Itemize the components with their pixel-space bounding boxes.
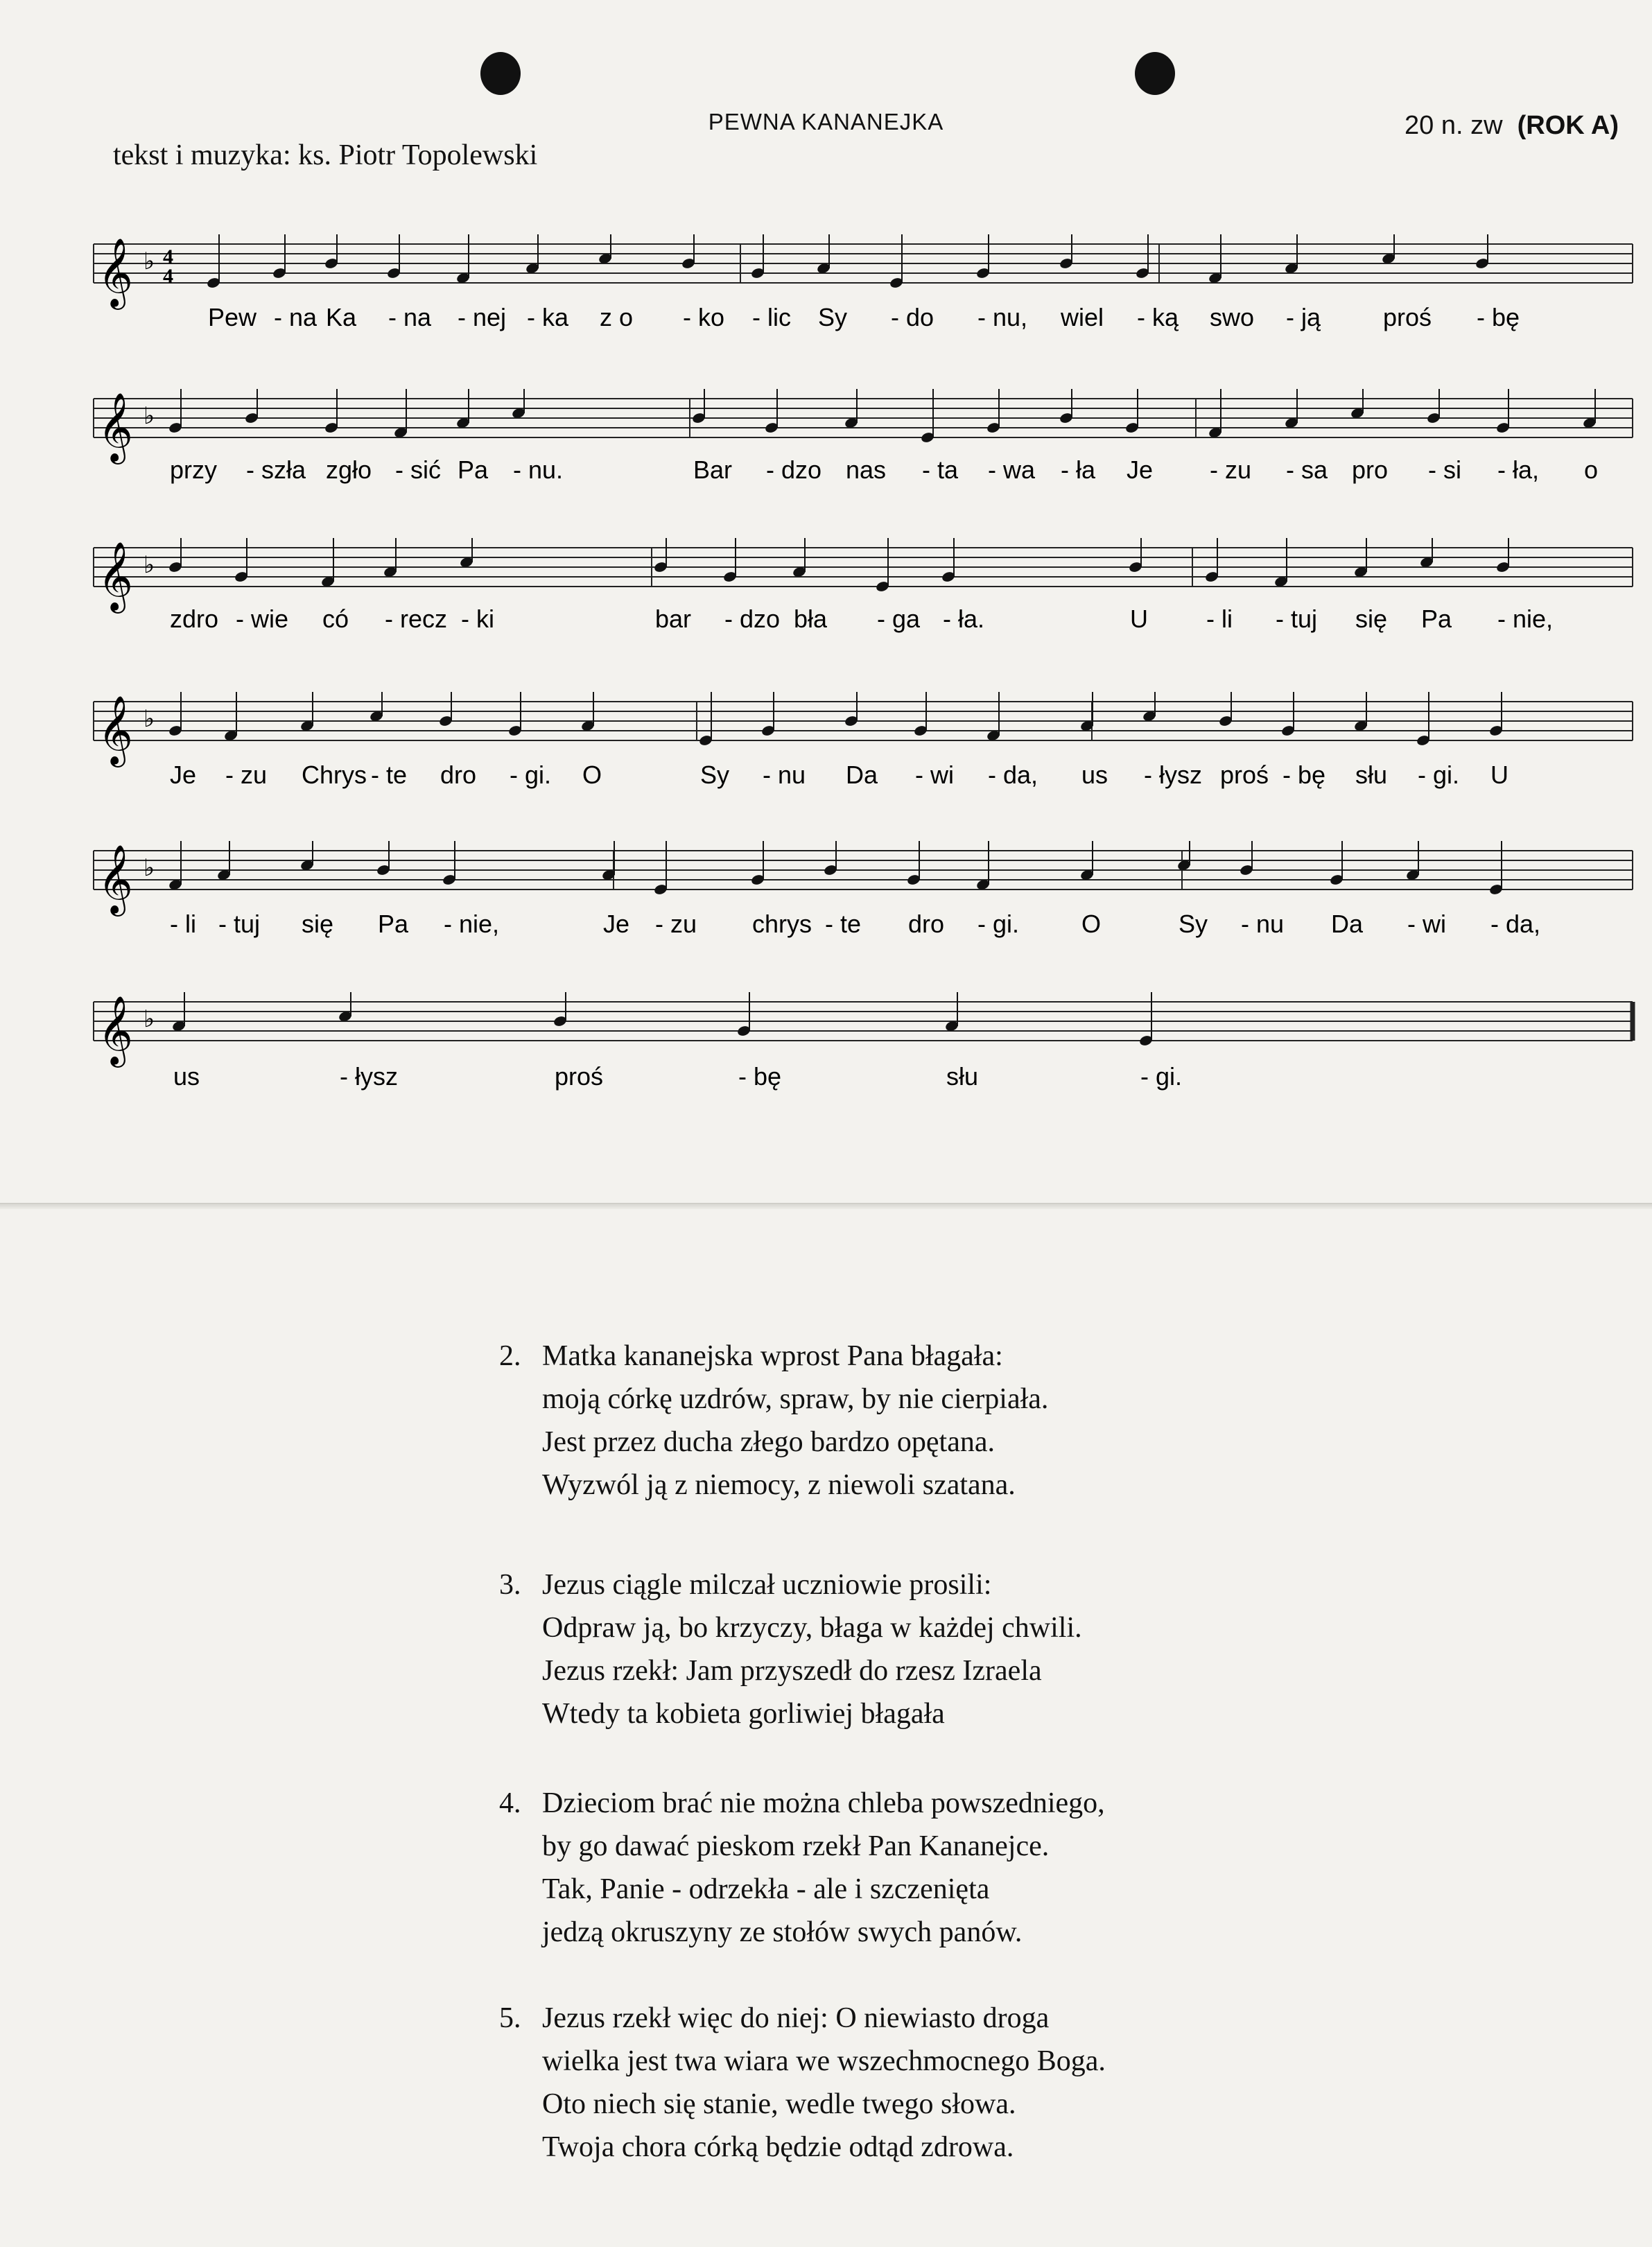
lyric-syllable: o — [1584, 456, 1599, 484]
lyric-syllable: Pa — [378, 910, 409, 938]
lyric-syllable: zgło — [326, 456, 372, 484]
time-signature-bottom: 4 — [163, 265, 173, 288]
stanza-line: Twoja chora córką będzie odtąd zdrowa. — [542, 2131, 1014, 2163]
stanza-line: Odpraw ją, bo krzyczy, błaga w każdej chwili. — [542, 1612, 1082, 1644]
stanza-line: by go dawać pieskom rzekł Pan Kananejce. — [542, 1830, 1050, 1862]
lyric-syllable: - bę — [1283, 761, 1326, 789]
lyric-syllable: - wa — [988, 456, 1036, 484]
lyric-syllable: - zu — [225, 761, 268, 789]
lyric-syllable: O — [582, 761, 602, 789]
stanza-line: Matka kananejska wprost Pana błagała: — [542, 1340, 1003, 1372]
lyric-syllable: Pew — [208, 303, 257, 331]
lyric-syllable: chrys — [752, 910, 812, 938]
treble-clef-icon: 𝄞 — [98, 996, 133, 1065]
stanza-line: jedzą okruszyny ze stołów swych panów. — [542, 1916, 1023, 1948]
lyric-syllable: - ją — [1286, 303, 1321, 331]
lyric-syllable: - do — [891, 303, 934, 331]
lyric-syllable: - sić — [395, 456, 441, 484]
lyric-syllable: - te — [371, 761, 408, 789]
lyric-syllable: Je — [170, 761, 197, 789]
lyric-syllable: dro — [908, 910, 945, 938]
lyric-syllable: - da, — [988, 761, 1038, 789]
lyric-syllable: bła — [794, 605, 828, 633]
lyric-syllable: z o — [600, 303, 634, 331]
lyric-syllable: - tuj — [218, 910, 261, 938]
lyric-syllable: - ła, — [1497, 456, 1540, 484]
lyric-syllable: Da — [846, 761, 878, 789]
lyric-syllable: - li — [170, 910, 196, 938]
lyric-syllable: - nu — [763, 761, 806, 789]
lyric-syllable: Da — [1331, 910, 1364, 938]
stanza — [499, 1782, 1105, 1954]
lyric-syllable: - nu, — [977, 303, 1028, 331]
lyric-syllable: Sy — [1179, 910, 1208, 938]
lyric-syllable: - ka — [527, 303, 569, 331]
lyric-syllable: - gi. — [977, 910, 1020, 938]
lyric-syllable: Pa — [1421, 605, 1452, 633]
lyric-syllable: - zu — [1210, 456, 1252, 484]
lyric-syllable: - te — [825, 910, 862, 938]
key-signature-flat-icon: ♭ — [144, 854, 155, 882]
key-signature-flat-icon: ♭ — [144, 1005, 155, 1033]
lyric-syllable: - na — [388, 303, 432, 331]
lyric-syllable: - nu — [1241, 910, 1285, 938]
lyric-syllable: Ka — [326, 303, 357, 331]
lyric-syllable: - szła — [246, 456, 306, 484]
lyric-syllable: przy — [170, 456, 218, 484]
stanza — [499, 1335, 1048, 1507]
stanza-line: Wyzwól ją z niemocy, z niewoli szatana. — [542, 1469, 1016, 1501]
lyric-syllable: Sy — [700, 761, 730, 789]
lyric-syllable: bar — [655, 605, 692, 633]
lyric-syllable: - li — [1206, 605, 1233, 633]
stanza-line: Dzieciom brać nie można chleba powszedniego, — [542, 1787, 1105, 1819]
lyric-syllable: - gi. — [1140, 1062, 1183, 1091]
lyric-syllable: Bar — [693, 456, 733, 484]
lyric-syllable: U — [1130, 605, 1148, 633]
liturgical-year: (ROK A) — [1517, 111, 1619, 140]
lyric-syllable: có — [322, 605, 349, 633]
lyric-syllable: wiel — [1061, 303, 1104, 331]
key-signature-flat-icon: ♭ — [144, 402, 155, 430]
lyric-syllable: - ła — [1061, 456, 1096, 484]
lyric-syllable: proś — [555, 1062, 604, 1091]
treble-clef-icon: 𝄞 — [98, 844, 133, 914]
lyric-syllable: - bę — [1477, 303, 1520, 331]
lyric-syllable: U — [1490, 761, 1508, 789]
lyric-syllable: - recz — [385, 605, 447, 633]
lyric-syllable: - na — [274, 303, 318, 331]
lyric-syllable: - ła. — [943, 605, 985, 633]
lyric-syllable: Je — [603, 910, 630, 938]
key-signature-flat-icon: ♭ — [144, 248, 155, 275]
lyric-syllable: - da, — [1490, 910, 1541, 938]
stanza-line: Jest przez ducha złego bardzo opętana. — [542, 1426, 995, 1458]
occasion-label: 20 n. zw — [1405, 111, 1503, 140]
lyric-syllable: O — [1081, 910, 1102, 938]
stanza — [499, 1997, 1106, 2169]
lyric-syllable: proś — [1383, 303, 1432, 331]
lyric-syllable: nas — [846, 456, 887, 484]
stanza-line: Jezus rzekł więc do niej: O niewiasto droga — [542, 2002, 1050, 2034]
treble-clef-icon: 𝄞 — [98, 541, 133, 611]
lyric-syllable: - ta — [922, 456, 959, 484]
lyric-syllable: - zu — [655, 910, 697, 938]
lyric-syllable: - nej — [458, 303, 507, 331]
stanza-line: Jezus ciągle milczał uczniowie prosili: — [542, 1569, 992, 1601]
time-signature-top: 4 — [163, 245, 173, 268]
key-signature-flat-icon: ♭ — [144, 551, 155, 579]
lyric-syllable: - wi — [915, 761, 954, 789]
lyric-syllable: - łysz — [340, 1062, 398, 1091]
lyric-syllable: - dzo — [724, 605, 781, 633]
stanza — [499, 1563, 1082, 1735]
lyric-syllable: się — [302, 910, 334, 938]
lyric-syllable: - bę — [738, 1062, 782, 1091]
key-signature-flat-icon: ♭ — [144, 705, 155, 733]
treble-clef-icon: 𝄞 — [98, 238, 133, 307]
lyric-syllable: słu — [1355, 761, 1388, 789]
page-fold — [0, 1203, 1652, 1209]
lyric-syllable: - ki — [461, 605, 494, 633]
stanza-line: moją córkę uzdrów, spraw, by nie cierpiała. — [542, 1383, 1049, 1415]
treble-clef-icon: 𝄞 — [98, 695, 133, 765]
lyric-syllable: - wi — [1407, 910, 1446, 938]
lyric-syllable: - nie, — [1497, 605, 1554, 633]
song-title: PEWNA KANANEJKA — [708, 109, 944, 135]
lyric-syllable: Chrys — [302, 761, 367, 789]
lyric-syllable: dro — [440, 761, 477, 789]
stanza-line: Wtedy ta kobieta gorliwiej błagała — [542, 1698, 945, 1730]
stanza-line: wielka jest twa wiara we wszechmocnego Boga. — [542, 2045, 1106, 2077]
lyric-syllable: - łysz — [1144, 761, 1202, 789]
lyric-syllable: Pa — [458, 456, 489, 484]
lyric-syllable: Sy — [818, 303, 848, 331]
stanza-number: 5. — [499, 2002, 521, 2034]
lyric-syllable: swo — [1210, 303, 1255, 331]
lyric-syllable: - ką — [1137, 303, 1179, 331]
stanza-number: 2. — [499, 1340, 521, 1372]
stanza-number: 4. — [499, 1787, 521, 1819]
lyric-syllable: - ko — [683, 303, 725, 331]
lyric-syllable: - nu. — [513, 456, 564, 484]
lyric-syllable: - tuj — [1276, 605, 1318, 633]
stanza-line: Tak, Panie - odrzekła - ale i szczenięta — [542, 1873, 990, 1905]
lyric-syllable: - sa — [1286, 456, 1328, 484]
lyric-syllable: słu — [946, 1062, 979, 1091]
stanza-line: Jezus rzekł: Jam przyszedł do rzesz Izraela — [542, 1655, 1042, 1687]
lyric-syllable: zdro — [170, 605, 219, 633]
lyric-syllable: się — [1355, 605, 1388, 633]
lyric-syllable: pro — [1352, 456, 1389, 484]
lyric-syllable: us — [173, 1062, 200, 1091]
lyric-syllable: - dzo — [766, 456, 822, 484]
lyric-syllable: - gi. — [510, 761, 552, 789]
lyric-syllable: - wie — [236, 605, 289, 633]
stanza-line: Oto niech się stanie, wedle twego słowa. — [542, 2088, 1016, 2120]
lyric-syllable: proś — [1220, 761, 1269, 789]
author-credit: tekst i muzyka: ks. Piotr Topolewski — [113, 139, 538, 171]
stanza-number: 3. — [499, 1569, 521, 1601]
lyric-syllable: - nie, — [444, 910, 500, 938]
lyric-syllable: us — [1081, 761, 1108, 789]
treble-clef-icon: 𝄞 — [98, 392, 133, 462]
lyric-syllable: Je — [1127, 456, 1154, 484]
lyric-syllable: - si — [1428, 456, 1461, 484]
lyric-syllable: - ga — [877, 605, 921, 633]
lyric-syllable: - gi. — [1418, 761, 1460, 789]
lyric-syllable: - lic — [752, 303, 791, 331]
